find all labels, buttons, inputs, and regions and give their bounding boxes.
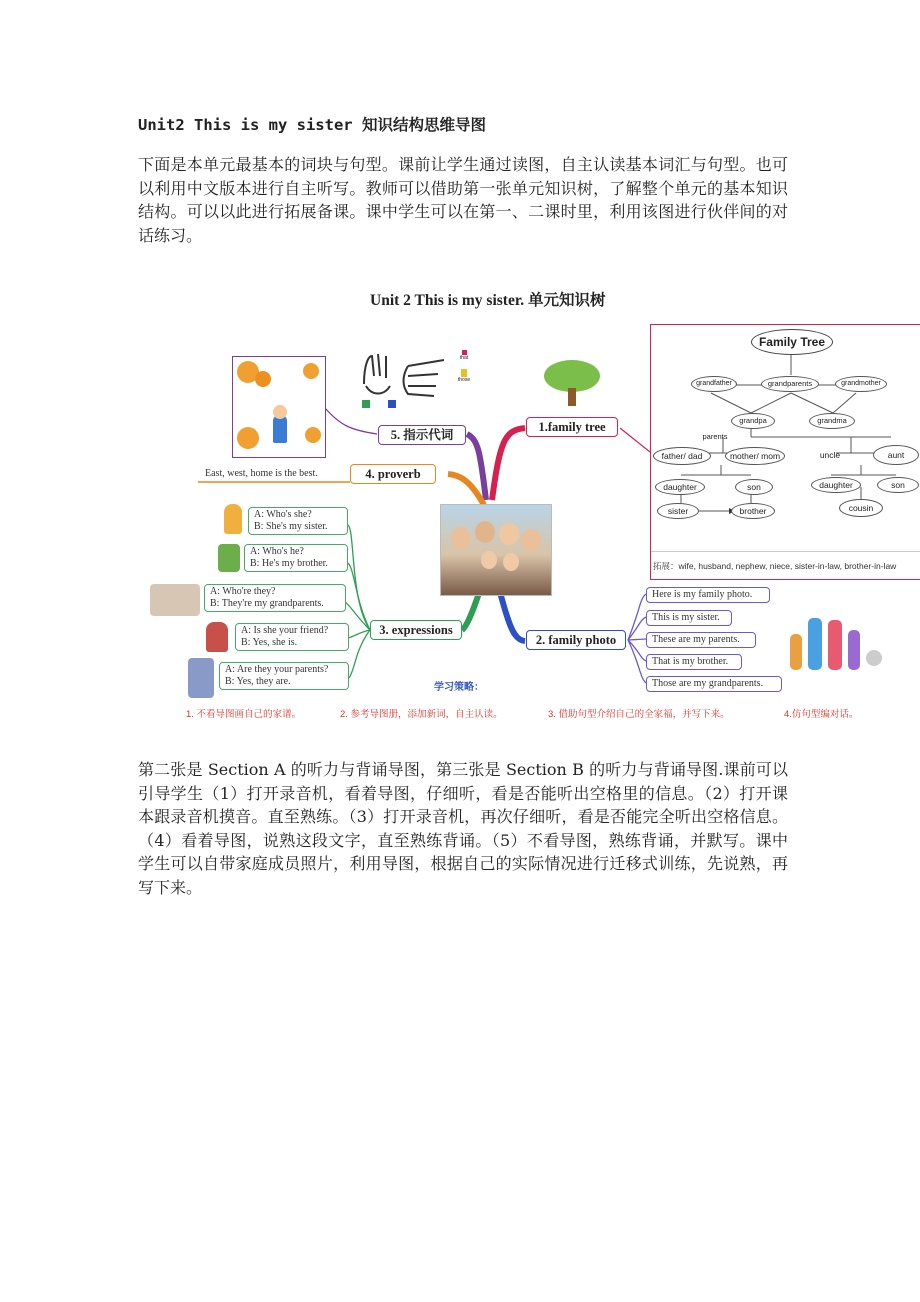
photo-connector-3 [628, 639, 646, 640]
tree-trunk-icon [568, 388, 576, 406]
green-square-icon [362, 400, 370, 408]
photo-sentence: These are my parents. [646, 632, 756, 648]
photo-connector-1 [628, 594, 646, 640]
boy-face-icon [273, 405, 287, 419]
orange-icon [305, 427, 321, 443]
pointing-hands-icon [358, 346, 446, 412]
family-photo-image [440, 504, 552, 596]
girl-avatar-icon [224, 504, 242, 534]
expr-connector-2 [348, 563, 370, 630]
person-icon [451, 527, 471, 549]
branch-line-family-tree [492, 428, 525, 500]
expression-bubble [204, 584, 346, 612]
expression-question: A: Who's he? [250, 546, 304, 557]
family-tree-thumbnail [540, 358, 604, 410]
tree-node-son: son [735, 479, 773, 495]
tree-node-father: father/ dad [653, 447, 711, 465]
outro-paragraph: 第二张是 Section A 的听力与背诵导图，第三张是 Section B 的听力与背诵导图.课前可以引导学生（1）打开录音机，看着导图，仔细听，看是否能听出空格里的信息。（2）打开课本跟录音机摸音。直至熟练。（3）打开录音机，再次仔细听，看是否能完全听出空格信息。（4）看着导图，说熟这段文字，直至熟练背诵。（5）不看导图，熟练背诵，并默写。课中学生可以自带家庭成员照片，利用导图，根据自己的实际情况进行迁移式训练，先说熟，再写下来。 [138, 760, 788, 897]
expression-bubble [235, 623, 349, 651]
orange-icon [237, 427, 259, 449]
expression-answer: B: They're my grandparents. [210, 598, 324, 609]
tree-node-grandmother: grandmother [835, 376, 887, 392]
expression-bubble [248, 507, 348, 535]
tree-node-mother: mother/ mom [725, 447, 785, 465]
photo-sentence: This is my sister. [646, 610, 732, 626]
tree-node-daughter-2: daughter [811, 477, 861, 493]
expression-question: A: Who's she? [254, 509, 312, 520]
intro-paragraph: 下面是本单元最基本的词块与句型。课前让学生通过读图，自主认读基本词汇与句型。也可以利用中文版本进行自主听写。教师可以借助第一张单元知识树，了解整个单元的基本知识结构。可以以此进行拓展备课。课中学生可以在第一、二课时里，利用该图进行伙伴间的对话练习。 [138, 155, 788, 245]
expression-answer: B: Yes, they are. [225, 676, 291, 687]
friend-avatar-icon [206, 622, 228, 652]
branch-expressions[interactable]: 3. expressions [370, 620, 462, 640]
tree-node-daughter: daughter [655, 479, 705, 495]
branch-pronoun[interactable]: 5. 指示代词 [378, 425, 466, 445]
cartoon-family-illustration [786, 610, 886, 674]
family-tree-title: Family Tree [751, 329, 833, 355]
strategy-item: 3. 借助句型介绍自己的全家福，并写下来。 [548, 709, 730, 720]
photo-sentence: Those are my grandparents. [646, 676, 782, 692]
photo-sentence: That is my brother. [646, 654, 742, 670]
person-icon [521, 529, 541, 551]
orange-icon [255, 371, 271, 387]
boy-avatar-icon [218, 544, 240, 572]
expression-answer: B: Yes, she is. [241, 637, 298, 648]
mind-map [0, 280, 920, 730]
photo-connector-5 [628, 640, 646, 683]
parents-avatar-icon [188, 658, 214, 698]
person-icon [828, 620, 842, 670]
tree-node-cousin: cousin [839, 499, 883, 517]
tree-node-sister: sister [657, 503, 699, 519]
tree-node-grandfather: grandfather [691, 376, 737, 392]
expression-question: A: Is she your friend? [241, 625, 329, 636]
person-icon [481, 551, 497, 569]
strategy-title: 学习策略： [434, 682, 484, 693]
photo-connector-4 [628, 640, 646, 661]
grandparents-avatar-icon [150, 584, 200, 616]
family-tree-chart [650, 324, 920, 580]
expression-question: A: Are they your parents? [225, 664, 329, 675]
expression-bubble [219, 662, 349, 690]
mind-map-heading: Unit 2 This is my sister. 单元知识树 [370, 292, 606, 309]
tree-node-grandma: grandma [809, 413, 855, 429]
expr-connector-1 [348, 525, 370, 630]
expression-answer: B: She's my sister. [254, 521, 328, 532]
pronoun-illustration [232, 356, 326, 458]
expression-question: A: Who're they? [210, 586, 276, 597]
photo-connector-2 [628, 617, 646, 640]
branch-proverb[interactable]: 4. proverb [350, 464, 436, 484]
pronoun-that-label: that [459, 355, 469, 361]
strategy-item: 1. 不看导图画自己的家谱。 [186, 709, 302, 720]
tree-node-grandpa: grandpa [731, 413, 775, 429]
expression-answer: B: He's my brother. [250, 558, 328, 569]
proverb-text: East, west, home is the best. [205, 468, 318, 479]
person-icon [790, 634, 802, 670]
blue-square-icon [388, 400, 396, 408]
strategy-item: 4.仿句型编对话。 [784, 709, 859, 720]
branch-line-expressions [462, 590, 480, 630]
person-icon [848, 630, 860, 670]
tree-node-grandparents: grandparents [761, 376, 819, 392]
boy-figure-icon [273, 415, 287, 443]
branch-line-photo [500, 592, 525, 641]
branch-family-photo[interactable]: 2. family photo [526, 630, 626, 650]
orange-icon [303, 363, 319, 379]
yellow-shape-icon [461, 369, 467, 377]
pronoun-legend [454, 346, 474, 396]
tree-node-parents: parents [702, 432, 728, 441]
branch-family-tree[interactable]: 1.family tree [526, 417, 618, 437]
tree-node-aunt: aunt [873, 445, 919, 465]
person-icon [503, 553, 519, 571]
person-icon [808, 618, 822, 670]
tree-node-brother: brother [731, 503, 775, 519]
tree-node-son-2: son [877, 477, 919, 493]
family-tree-extension: 拓展：wife, husband, nephew, niece, sister-in-law, brother-in-law [651, 551, 920, 580]
expression-bubble [244, 544, 348, 572]
family-tree-to-chart-line [620, 428, 650, 452]
hands-illustration [358, 346, 446, 412]
tree-node-uncle: uncle [819, 450, 841, 460]
person-icon [499, 523, 519, 545]
pronoun-those-label: those [457, 377, 471, 383]
strategy-item: 2. 参考导图册，添加新词，自主认读。 [340, 709, 503, 720]
dog-icon [866, 650, 882, 666]
branch-line-proverb [448, 474, 484, 505]
document-title: Unit2 This is my sister 知识结构思维导图 [138, 116, 486, 134]
person-icon [475, 521, 495, 543]
photo-sentence: Here is my family photo. [646, 587, 770, 603]
